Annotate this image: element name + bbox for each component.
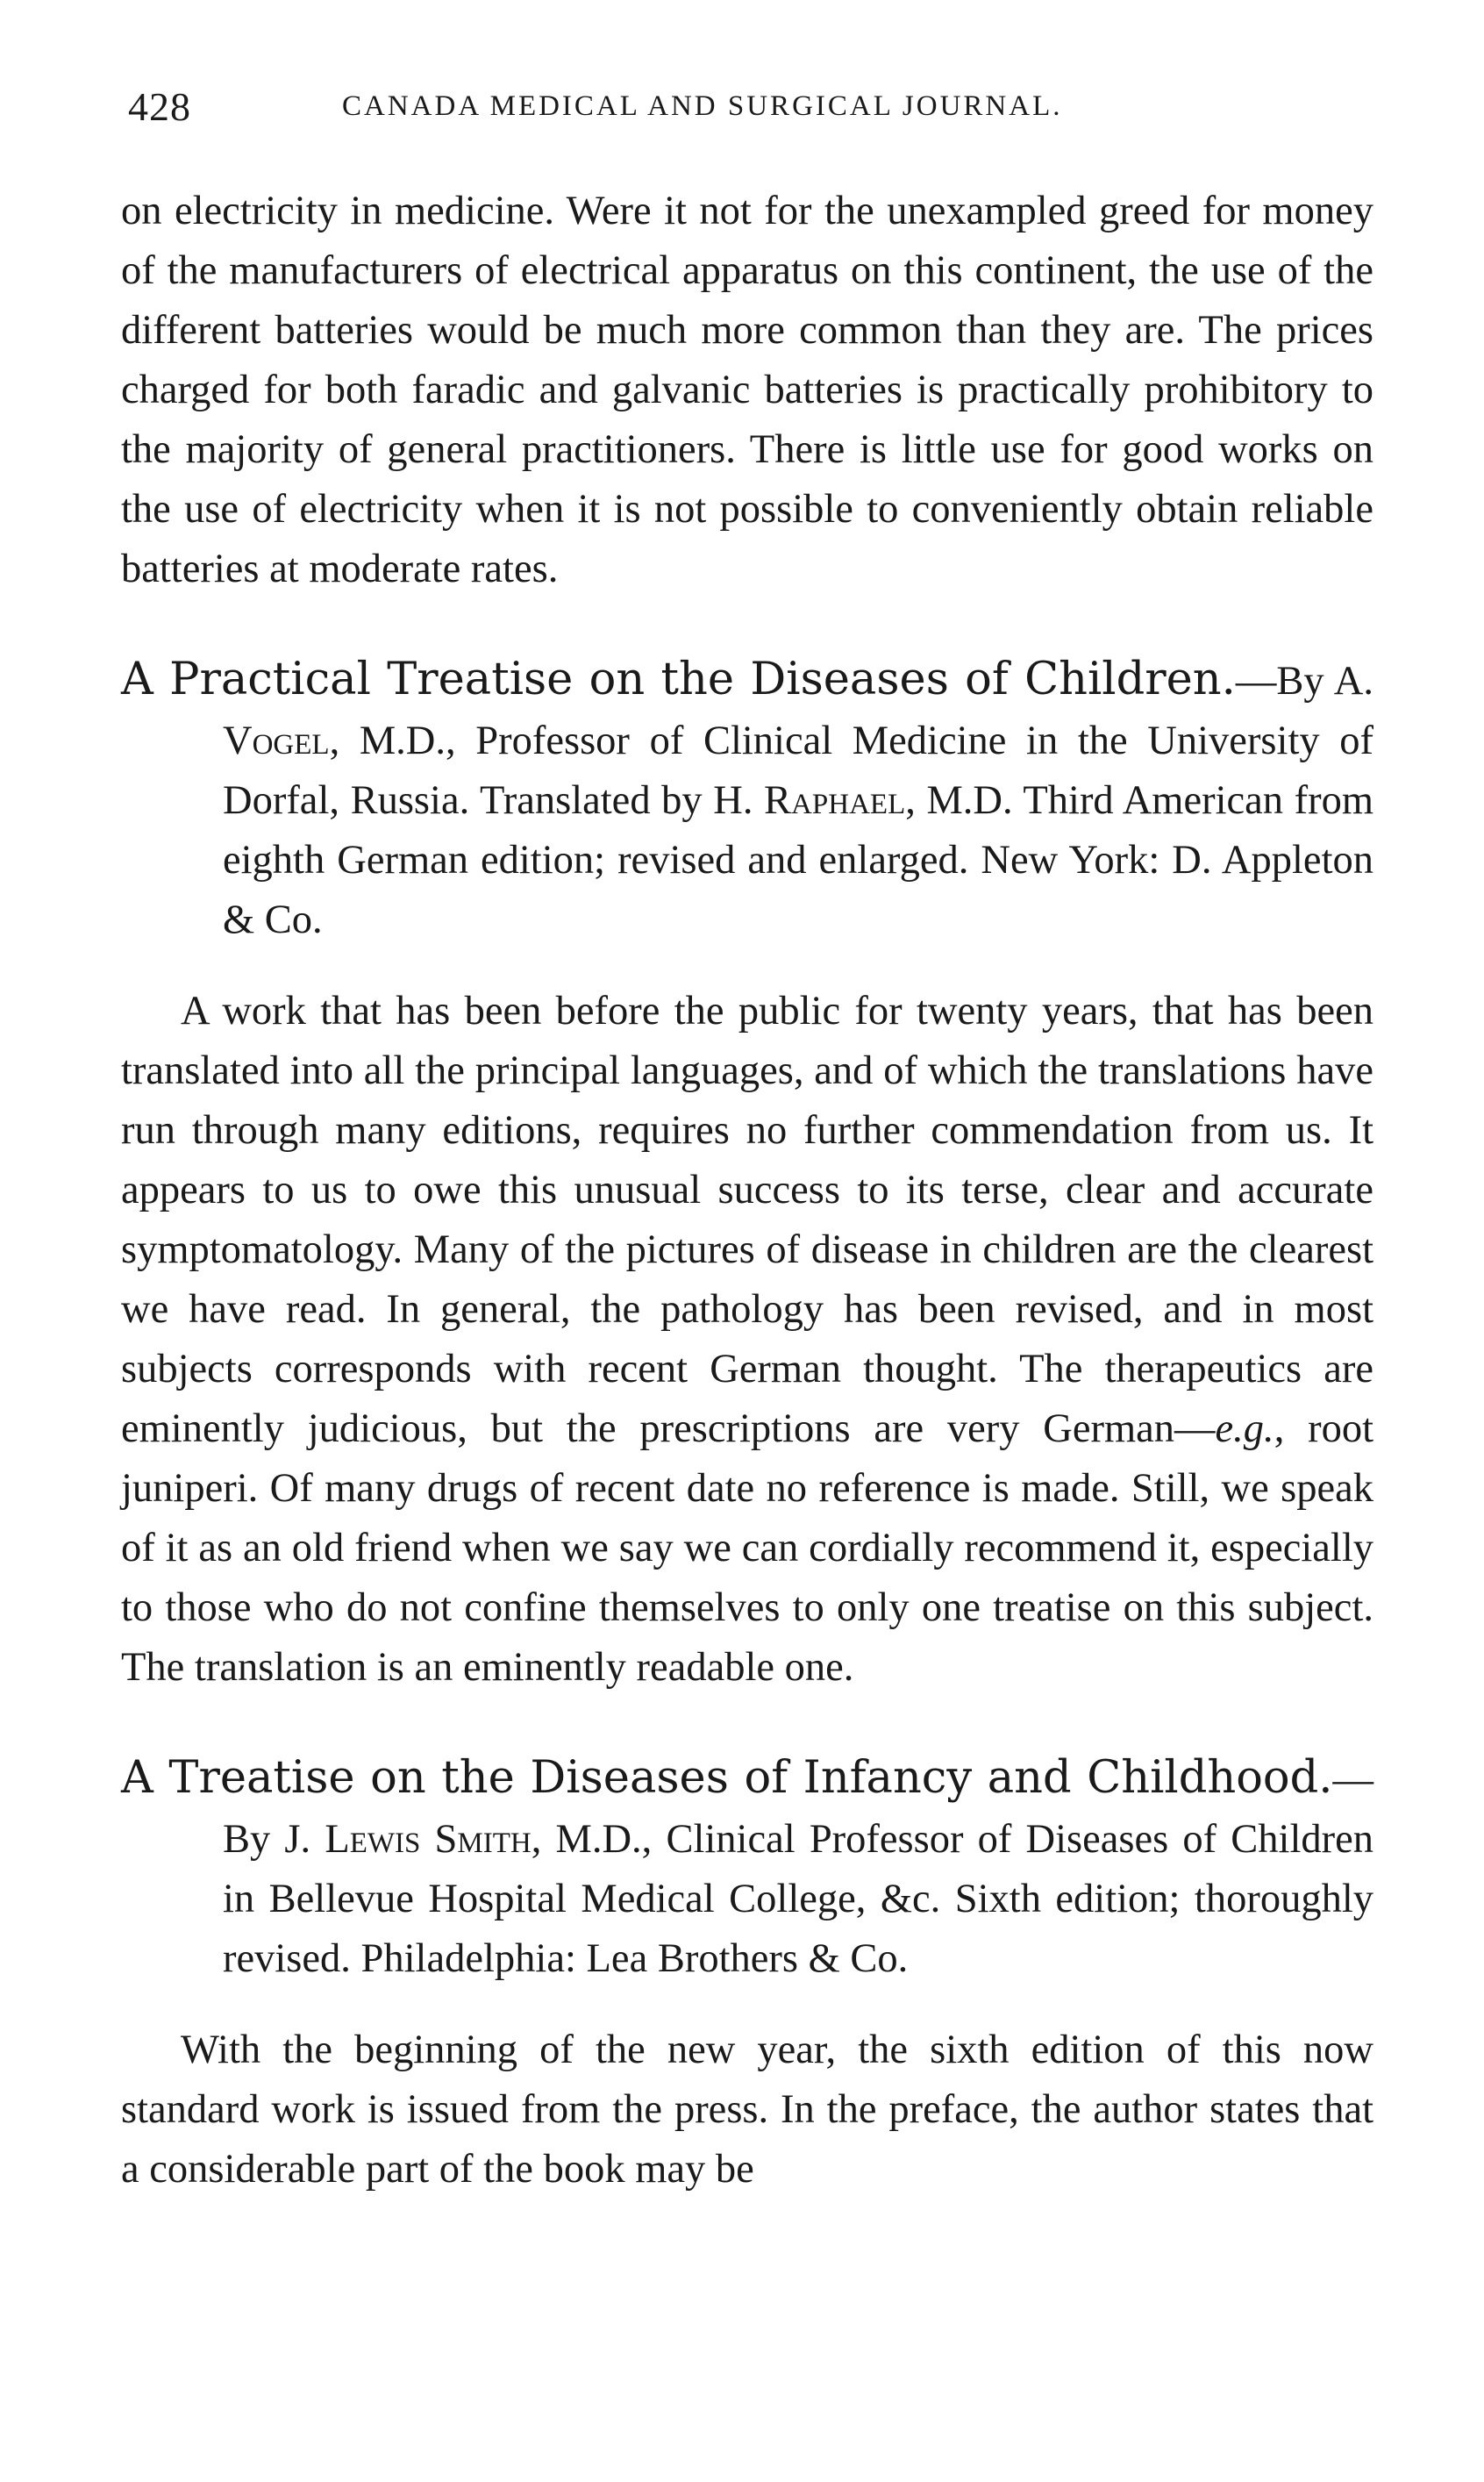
review-body-part-1: A work that has been before the public for twenty years, that has been translated into all the principal languages, and of which the translations have run through many editions, requires no further commendation from us. It appears to us to owe this unusual success to its terse, clear and accurate symptomatology. Many of the pictures of disease in children are the clearest we have read. In general, the pathology has been revised, and in most subjects corresponds with recent German thought. The therapeutics are eminently judicious, but the prescriptions are very German— bbox=[121, 989, 1373, 1451]
continued-paragraph: on electricity in medicine. Were it not for the unexampled greed for money of the manufacturers of electrical apparatus on this continent, the use of the different batteries would be much more common than they are. The prices charged for both faradic and galvanic batteries is practically prohibitory to the majority of general practitioners. There is little use for good works on the use of electricity when it is not possible to conveniently obtain reliable batteries at moderate rates. bbox=[121, 189, 1373, 591]
author-initial: A. bbox=[1333, 659, 1373, 704]
review-description: , M.D., Professor of Clinical Medicine in the University of Dorfal, Russia. Translated by H. bbox=[223, 719, 1373, 823]
review-body-eg: e.g. bbox=[1215, 1406, 1274, 1451]
review-title: A Practical Treatise on the Diseases of Children. bbox=[121, 654, 1236, 705]
review-body-smith: With the beginning of the new year, the sixth edition of this now standard work is issued from the press. In the preface, the author states that a considerable part of the book may be bbox=[121, 2028, 1373, 2192]
page-number: 428 bbox=[128, 84, 191, 129]
review-title: A Treatise on the Diseases of Infancy and Childhood. bbox=[121, 1752, 1333, 1804]
page bbox=[121, 83, 1373, 2199]
translator-surname: Raphael bbox=[764, 778, 906, 823]
review-by: —By J. bbox=[223, 1757, 1373, 1862]
review-heading-smith bbox=[121, 1749, 1373, 1989]
review-heading-vogel bbox=[121, 650, 1373, 950]
review-body-vogel bbox=[121, 982, 1373, 1698]
review-body-part-2: , root juniperi. Of many drugs of recent date no reference is made. Still, we speak of it as an old friend when we say we can cordially recommend it, especially to those who do not confine themselves to only one treatise on this subject. The translation is an eminently readable one. bbox=[121, 1406, 1373, 1690]
running-head bbox=[121, 83, 1373, 136]
review-by: —By bbox=[1235, 659, 1324, 704]
journal-title: CANADA MEDICAL AND SURGICAL JOURNAL. bbox=[342, 90, 1063, 122]
author-surname: Vogel bbox=[223, 719, 330, 763]
author-name: Lewis Smith bbox=[325, 1817, 532, 1862]
review-description: , M.D., Clinical Professor of Diseases of Children in Bellevue Hospital Medical College, &c. Sixth edition; thoroughly revised. Philadelphia: Lea Brothers & Co. bbox=[223, 1817, 1373, 1981]
publication-info: , M.D. Third American from eighth German edition; revised and enlarged. New York: D. Appleton & Co. bbox=[223, 778, 1373, 942]
